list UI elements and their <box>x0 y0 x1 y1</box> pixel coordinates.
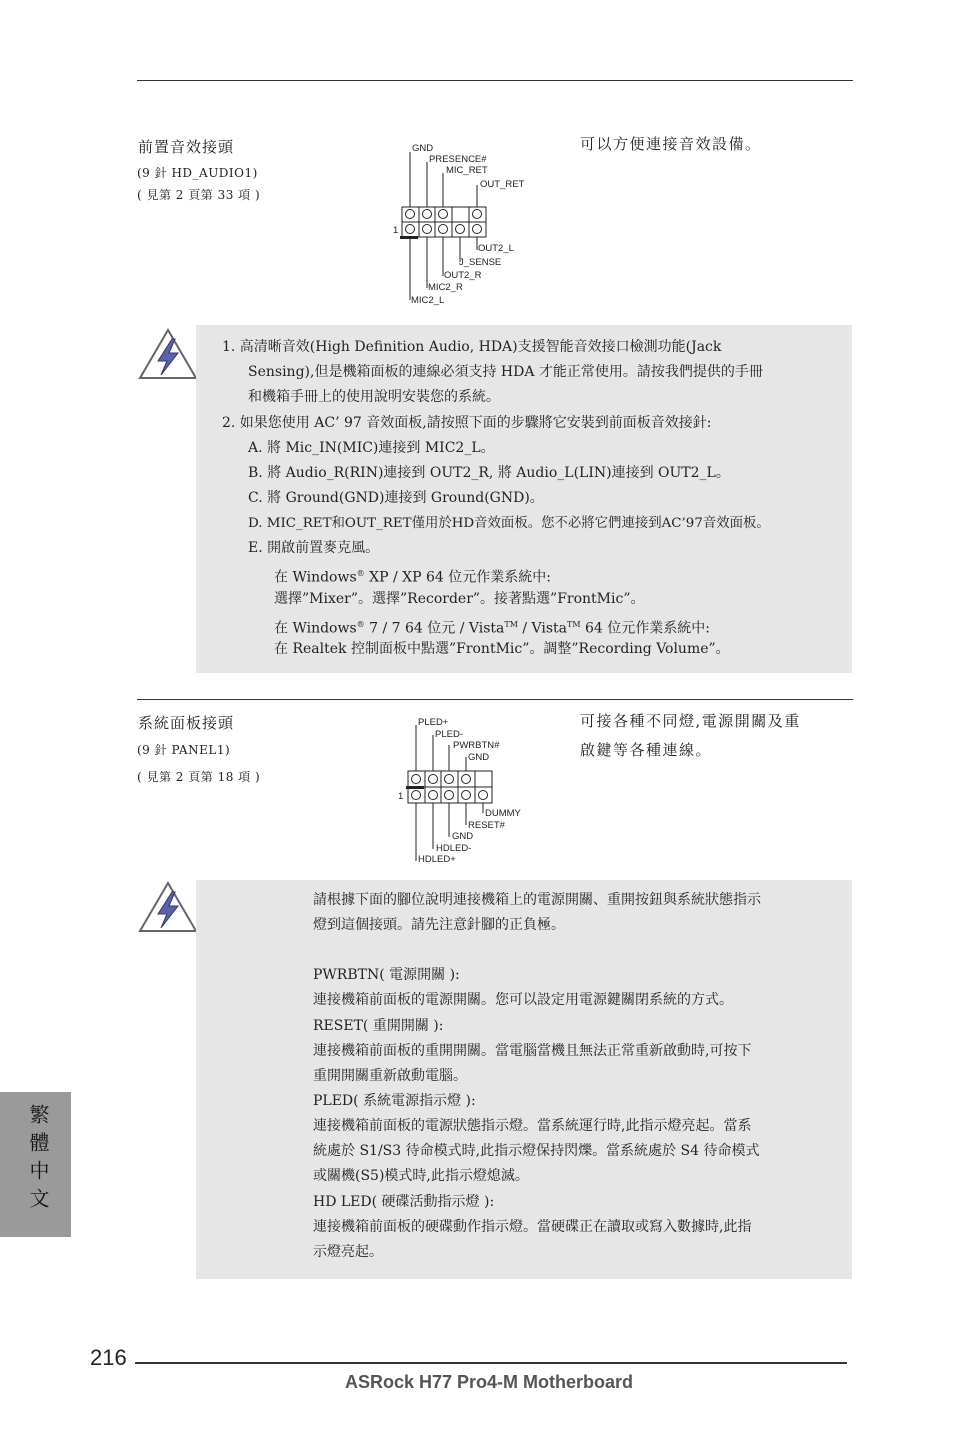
audio-note-e: E. 開啟前置麥克風。 <box>248 540 380 556</box>
panel-label-hdled-plus: HDLED+ <box>418 854 456 865</box>
audio-label-j-sense: J_SENSE <box>459 257 502 268</box>
panel-label-pled-minus: PLED- <box>435 729 463 740</box>
audio-label-mic-ret: MIC_RET <box>446 165 488 176</box>
panel-note-line: 連接機箱前面板的硬碟動作指示燈。當硬碟正在讀取或寫入數據時,此指 <box>313 1219 752 1235</box>
panel-label-pled-plus: PLED+ <box>418 717 449 728</box>
trademark-mark: TM <box>567 620 581 629</box>
audio-note-e3-d: 64 位元作業系統中: <box>580 620 710 637</box>
panel-note-line: RESET( 重開開關 ): <box>313 1018 444 1034</box>
audio-label-mic2-r: MIC2_R <box>428 282 463 293</box>
audio-note-2: 2. 如果您使用 AC’ 97 音效面板,請按照下面的步驟將它安裝到前面板音效接針: <box>222 415 712 431</box>
panel-header-desc-2: 啟鍵等各種連線。 <box>580 741 713 759</box>
panel-note-box <box>196 880 852 1279</box>
audio-note-e4: 在 Realtek 控制面板中點選”FrontMic”。調整”Recording Volume”。 <box>274 641 730 657</box>
audio-note-a: A. 將 Mic_IN(MIC)連接到 MIC2_L。 <box>248 440 495 456</box>
page-number: 216 <box>90 1345 127 1370</box>
language-side-tab-label: 繁體中文 <box>26 1104 50 1216</box>
audio-note-d: D. MIC_RET和OUT_RET僅用於HD音效面板。您不必將它們連接到AC’97音效面板。 <box>248 516 770 531</box>
audio-note-e1-a: 在 Windows <box>274 569 357 586</box>
audio-header-ref: ( 見第 2 頁第 33 項 ) <box>137 188 261 202</box>
warning-icon <box>137 880 199 935</box>
audio-note-e2: 選擇”Mixer”。選擇”Recorder”。接著點選”FrontMic”。 <box>274 591 645 607</box>
audio-label-out2-l: OUT2_L <box>478 243 514 254</box>
panel-label-reset: RESET# <box>468 820 505 831</box>
panel-header-pins: (9 針 PANEL1) <box>137 743 231 757</box>
panel-header-ref: ( 見第 2 頁第 18 項 ) <box>137 770 261 784</box>
language-side-tab <box>0 1092 71 1237</box>
panel-note-line: 燈到這個接頭。請先注意針腳的正負極。 <box>313 917 565 933</box>
audio-label-gnd: GND <box>412 143 434 154</box>
panel-note-line: 請根據下面的腳位說明連接機箱上的電源開關、重開按鈕與系統狀態指示 <box>313 892 761 908</box>
warning-icon <box>137 327 199 382</box>
footer-model: ASRock H77 Pro4-M Motherboard <box>345 1372 634 1392</box>
trademark-mark: TM <box>504 620 518 629</box>
audio-note-b: B. 將 Audio_R(RIN)連接到 OUT2_R, 將 Audio_L(LIN)連接到 OUT2_L。 <box>248 465 730 481</box>
audio-header-pins: (9 針 HD_AUDIO1) <box>137 166 258 180</box>
audio-note-1c: 和機箱手冊上的使用說明安裝您的系統。 <box>248 389 500 405</box>
audio-note-c: C. 將 Ground(GND)連接到 Ground(GND)。 <box>248 490 544 506</box>
audio-note-e1-b: XP / XP 64 位元作業系統中: <box>364 569 551 586</box>
panel-header-title: 系統面板接頭 <box>138 714 235 732</box>
audio-note-1b: Sensing),但是機箱面板的連線必須支持 HDA 才能正常使用。請按我們提供的手冊 <box>248 364 763 380</box>
panel-label-pwrbtn: PWRBTN# <box>453 740 500 751</box>
panel-note-line: 連接機箱前面板的重開開關。當電腦當機且無法正常重新啟動時,可按下 <box>313 1043 752 1059</box>
panel-label-gnd-top: GND <box>468 752 490 763</box>
panel-note-line: 示燈亮起。 <box>313 1244 383 1260</box>
panel-pin-diagram <box>398 715 538 865</box>
panel-note-line: 統處於 S1/S3 待命模式時,此指示燈保持閃爍。當系統處於 S4 待命模式 <box>313 1143 760 1159</box>
panel-note-line: 或關機(S5)模式時,此指示燈熄滅。 <box>313 1168 529 1184</box>
panel-label-hdled-minus: HDLED- <box>436 843 472 854</box>
panel-note-line: PWRBTN( 電源開關 ): <box>313 967 460 983</box>
audio-header-desc: 可以方便連接音效設備。 <box>580 135 762 153</box>
footer-rule <box>135 1362 847 1364</box>
audio-label-pin1: 1 <box>393 225 399 236</box>
audio-note-1a: 1. 高清晰音效(High Definition Audio, HDA)支援智能音效接口檢測功能(Jack <box>222 339 722 355</box>
audio-pin-diagram <box>390 140 530 310</box>
top-rule <box>137 80 853 81</box>
audio-note-e3-a: 在 Windows <box>274 620 357 637</box>
panel-note-line: 連接機箱前面板的電源狀態指示燈。當系統運行時,此指示燈亮起。當系 <box>313 1118 752 1134</box>
panel-note-line: HD LED( 硬碟活動指示燈 ): <box>313 1194 495 1210</box>
panel-label-dummy: DUMMY <box>485 808 521 819</box>
audio-label-out2-r: OUT2_R <box>444 270 482 281</box>
panel-header-desc-1: 可接各種不同燈,電源開關及重 <box>580 712 801 730</box>
audio-note-box <box>196 325 852 673</box>
audio-label-out-ret: OUT_RET <box>480 179 525 190</box>
audio-label-mic2-l: MIC2_L <box>411 295 445 306</box>
panel-label-pin1: 1 <box>398 791 404 802</box>
panel-label-gnd-bottom: GND <box>452 831 474 842</box>
audio-header-title: 前置音效接頭 <box>138 138 235 156</box>
panel-note-line: 連接機箱前面板的電源開關。您可以設定用電源鍵關閉系統的方式。 <box>313 992 733 1008</box>
audio-note-e3-c: / Vista <box>517 620 568 637</box>
panel-note-line: 重開開關重新啟動電腦。 <box>313 1068 467 1084</box>
panel-note-line: PLED( 系統電源指示燈 ): <box>313 1093 476 1109</box>
audio-label-presence: PRESENCE# <box>429 154 487 165</box>
audio-note-e3-b: 7 / 7 64 位元 / Vista <box>364 620 505 637</box>
section-rule <box>137 699 853 700</box>
registered-mark: ® <box>356 569 365 578</box>
registered-mark: ® <box>356 620 365 629</box>
